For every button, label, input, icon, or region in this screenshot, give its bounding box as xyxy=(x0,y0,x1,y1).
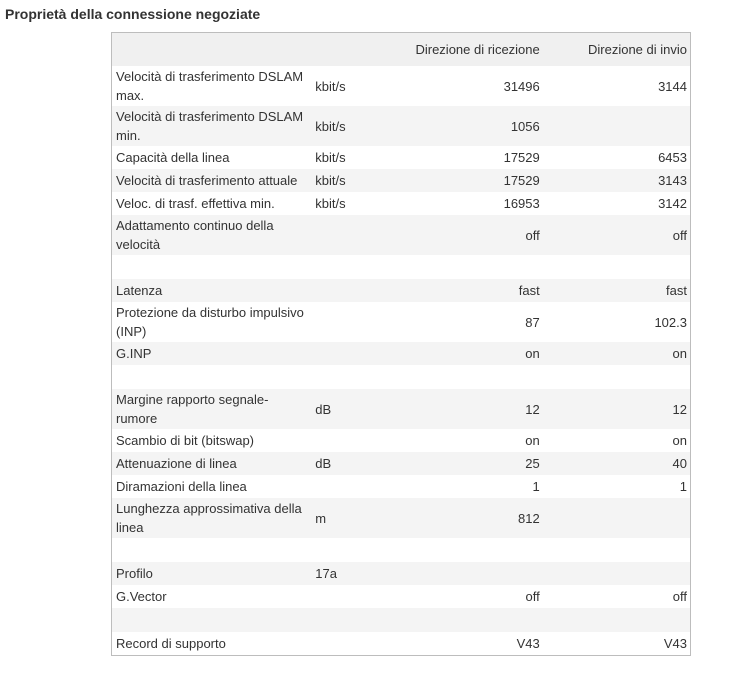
connection-properties-table xyxy=(111,32,691,656)
row-label: Adattamento continuo della velocità xyxy=(112,215,312,255)
row-unit: m xyxy=(311,498,399,538)
row-receive-value: fast xyxy=(399,279,548,302)
row-send-value: on xyxy=(548,342,691,365)
row-receive-value: 17529 xyxy=(399,146,548,169)
table-spacer-row xyxy=(112,538,691,562)
row-unit: kbit/s xyxy=(311,192,399,215)
row-send-value xyxy=(548,562,691,585)
spacer-cell xyxy=(112,608,691,632)
row-receive-value: 31496 xyxy=(399,66,548,106)
row-receive-value: 25 xyxy=(399,452,548,475)
row-receive-value: 87 xyxy=(399,302,548,342)
row-receive-value: 1056 xyxy=(399,106,548,146)
row-label: Protezione da disturbo impulsivo (INP) xyxy=(112,302,312,342)
table-body xyxy=(112,66,691,656)
spacer-cell xyxy=(112,538,691,562)
row-receive-value: 17529 xyxy=(399,169,548,192)
header-receive-direction: Direzione di ricezione xyxy=(399,33,548,67)
row-send-value: 3142 xyxy=(548,192,691,215)
table-row xyxy=(112,66,691,106)
row-label: Lunghezza approssimativa della linea xyxy=(112,498,312,538)
row-send-value: 1 xyxy=(548,475,691,498)
table-row xyxy=(112,342,691,365)
row-unit: kbit/s xyxy=(311,106,399,146)
row-unit: dB xyxy=(311,389,399,429)
row-receive-value: 812 xyxy=(399,498,548,538)
row-unit: kbit/s xyxy=(311,66,399,106)
table-row xyxy=(112,169,691,192)
row-receive-value xyxy=(399,562,548,585)
table-header-row xyxy=(112,33,691,67)
row-label: Diramazioni della linea xyxy=(112,475,312,498)
table-row xyxy=(112,192,691,215)
table-row xyxy=(112,279,691,302)
spacer-cell xyxy=(112,365,691,389)
row-receive-value: 1 xyxy=(399,475,548,498)
row-send-value xyxy=(548,498,691,538)
row-unit: kbit/s xyxy=(311,169,399,192)
row-unit xyxy=(311,475,399,498)
row-label: Capacità della linea xyxy=(112,146,312,169)
row-unit: dB xyxy=(311,452,399,475)
header-send-direction: Direzione di invio xyxy=(548,33,691,67)
table-row xyxy=(112,562,691,585)
row-unit: kbit/s xyxy=(311,146,399,169)
row-receive-value: 16953 xyxy=(399,192,548,215)
row-send-value: off xyxy=(548,585,691,608)
row-send-value: 6453 xyxy=(548,146,691,169)
row-send-value: 40 xyxy=(548,452,691,475)
section-title: Proprietà della connessione negoziate xyxy=(5,6,261,22)
row-receive-value: 12 xyxy=(399,389,548,429)
table-row xyxy=(112,106,691,146)
row-send-value: V43 xyxy=(548,632,691,656)
table-spacer-row xyxy=(112,365,691,389)
row-send-value xyxy=(548,106,691,146)
table-row xyxy=(112,146,691,169)
header-unit xyxy=(311,33,399,67)
row-send-value: 102.3 xyxy=(548,302,691,342)
row-label: Velocità di trasferimento attuale xyxy=(112,169,312,192)
row-unit xyxy=(311,215,399,255)
header-label xyxy=(112,33,312,67)
row-unit xyxy=(311,279,399,302)
table-row xyxy=(112,475,691,498)
table-row xyxy=(112,632,691,656)
row-label: Record di supporto xyxy=(112,632,312,656)
table-row xyxy=(112,389,691,429)
table-row xyxy=(112,498,691,538)
row-label: Attenuazione di linea xyxy=(112,452,312,475)
row-send-value: 3143 xyxy=(548,169,691,192)
row-label: G.Vector xyxy=(112,585,312,608)
row-send-value: 3144 xyxy=(548,66,691,106)
row-send-value: 12 xyxy=(548,389,691,429)
row-receive-value: off xyxy=(399,585,548,608)
row-label: Latenza xyxy=(112,279,312,302)
table-spacer-row xyxy=(112,255,691,279)
row-receive-value: on xyxy=(399,429,548,452)
row-unit xyxy=(311,342,399,365)
row-label: Profilo xyxy=(112,562,312,585)
row-unit xyxy=(311,429,399,452)
table-row xyxy=(112,215,691,255)
table-row xyxy=(112,302,691,342)
spacer-cell xyxy=(112,255,691,279)
row-send-value: on xyxy=(548,429,691,452)
row-receive-value: off xyxy=(399,215,548,255)
row-label: G.INP xyxy=(112,342,312,365)
row-send-value: fast xyxy=(548,279,691,302)
table-row xyxy=(112,452,691,475)
row-unit xyxy=(311,632,399,656)
row-label: Veloc. di trasf. effettiva min. xyxy=(112,192,312,215)
row-receive-value: V43 xyxy=(399,632,548,656)
row-label: Margine rapporto segnale-rumore xyxy=(112,389,312,429)
row-unit: 17a xyxy=(311,562,399,585)
row-unit xyxy=(311,585,399,608)
row-send-value: off xyxy=(548,215,691,255)
row-label: Scambio di bit (bitswap) xyxy=(112,429,312,452)
table-row xyxy=(112,585,691,608)
table-spacer-row xyxy=(112,608,691,632)
row-receive-value: on xyxy=(399,342,548,365)
row-unit xyxy=(311,302,399,342)
row-label: Velocità di trasferimento DSLAM max. xyxy=(112,66,312,106)
row-label: Velocità di trasferimento DSLAM min. xyxy=(112,106,312,146)
table-row xyxy=(112,429,691,452)
